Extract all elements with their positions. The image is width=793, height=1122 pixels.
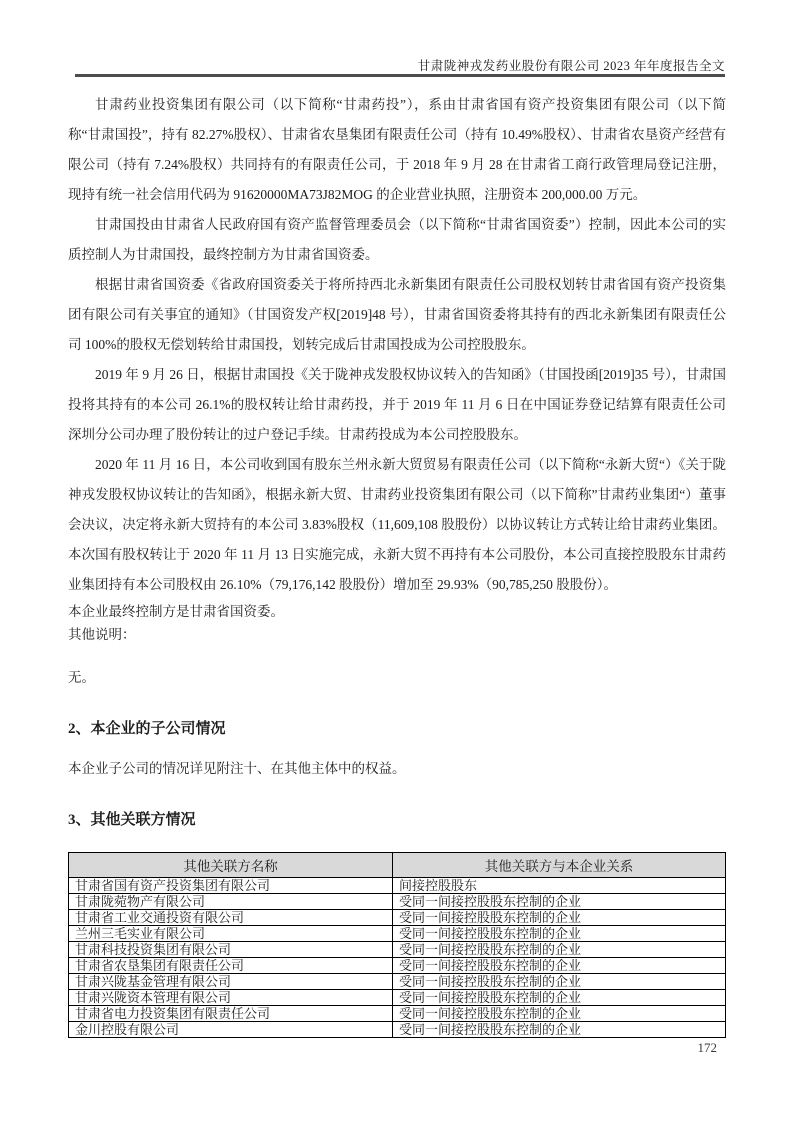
body-paragraph: 2019 年 9 月 26 日，根据甘肃国投《关于陇神戎发股权协议转入的告知函》（甘国投函[2019]35 号），甘肃国投将其持有的本公司 26.1%的股权转让给甘肃药投，并于 2019 年 11 月 6 日在中国证券登记结算有限责任公司深圳分公司办理了股份转让的过户登记手续。甘肃药投成为本公司控股股东。	[68, 367, 726, 442]
report-header-title: 甘肃陇神戎发药业股份有限公司 2023 年年度报告全文	[417, 59, 725, 73]
table-cell: 甘肃兴陇资本管理有限公司	[69, 990, 393, 1006]
table-cell: 间接控股股东	[393, 878, 726, 894]
none-line: 无。	[68, 670, 95, 685]
page-number: 172	[697, 1040, 717, 1055]
section-heading-subsidiaries: 2、本企业的子公司情况	[68, 721, 226, 737]
table-cell: 兰州三毛实业有限公司	[69, 926, 393, 942]
table-row	[69, 1022, 726, 1038]
body-paragraph: 甘肃国投由甘肃省人民政府国有资产监督管理委员会（以下简称“甘肃省国资委”）控制，因此本公司的实质控制人为甘肃国投，最终控制方为甘肃省国资委。	[68, 217, 726, 262]
table-cell: 甘肃兴陇基金管理有限公司	[69, 974, 393, 990]
related-parties-table-head	[69, 853, 726, 878]
table-cell: 受同一间接控股股东控制的企业	[393, 958, 726, 974]
table-row	[69, 910, 726, 926]
related-parties-table-body	[69, 878, 726, 1038]
table-cell: 受同一间接控股股东控制的企业	[393, 910, 726, 926]
document-body	[68, 90, 726, 1038]
table-cell: 受同一间接控股股东控制的企业	[393, 990, 726, 1006]
header-divider	[75, 74, 725, 77]
table-cell: 受同一间接控股股东控制的企业	[393, 974, 726, 990]
table-header-row	[69, 853, 726, 878]
table-cell: 甘肃陇菀物产有限公司	[69, 894, 393, 910]
section-heading-other-related: 3、其他关联方情况	[68, 812, 196, 828]
table-cell: 甘肃省电力投资集团有限责任公司	[69, 1006, 393, 1022]
paragraph-block	[68, 90, 726, 600]
table-header-relation: 其他关联方与本企业关系	[393, 853, 726, 878]
table-row	[69, 942, 726, 958]
final-controller-line: 本企业最终控制方是甘肃省国资委。	[68, 604, 284, 619]
table-cell: 甘肃省国有资产投资集团有限公司	[69, 878, 393, 894]
table-cell: 甘肃省工业交通投资有限公司	[69, 910, 393, 926]
table-cell: 受同一间接控股股东控制的企业	[393, 894, 726, 910]
related-parties-table	[68, 852, 726, 1038]
table-cell: 甘肃省农垦集团有限责任公司	[69, 958, 393, 974]
other-notes-label: 其他说明：	[68, 627, 136, 642]
body-paragraph: 2020 年 11 月 16 日，本公司收到国有股东兰州永新大贸贸易有限责任公司（以下简称“永新大贸“）《关于陇神戎发股权协议转让的告知函》，根据永新大贸、甘肃药业投资集团有限公司（以下简称”甘肃药业集团“）董事会决议，决定将永新大贸持有的本公司 3.83%股权（11,609,108 股股份）以协议转让方式转让给甘肃药业集团。本次国有股权转让于 2020 年 11 月 13 日实施完成，永新大贸不再持有本公司股份，本公司直接控股股东甘肃药业集团持有本公司股权由 26.10%（79,176,142 股股份）增加至 29.93%（90,785,250 股股份）。	[68, 457, 726, 592]
table-row	[69, 990, 726, 1006]
table-cell: 受同一间接控股股东控制的企业	[393, 942, 726, 958]
table-row	[69, 894, 726, 910]
body-paragraph: 甘肃药业投资集团有限公司（以下简称“甘肃药投”），系由甘肃省国有资产投资集团有限公司（以下简称“甘肃国投”，持有 82.27%股权）、甘肃省农垦集团有限责任公司（持有 10.49%股权）、甘肃省农垦资产经营有限公司（持有 7.24%股权）共同持有的有限责任公司，于 2018 年 9 月 28 在甘肃省工商行政管理局登记注册，现持有统一社会信用代码为 91620000MA73J82MOG 的企业营业执照，注册资本 200,000.00 万元。	[68, 97, 726, 202]
table-row	[69, 1006, 726, 1022]
body-paragraph: 根据甘肃省国资委《省政府国资委关于将所持西北永新集团有限责任公司股权划转甘肃省国有资产投资集团有限公司有关事宜的通知》（甘国资发产权[2019]48 号），甘肃省国资委将其持有的西北永新集团有限责任公司 100%的股权无偿划转给甘肃国投，划转完成后甘肃国投成为公司控股股东。	[68, 277, 726, 352]
table-row	[69, 926, 726, 942]
table-cell: 受同一间接控股股东控制的企业	[393, 926, 726, 942]
table-cell: 受同一间接控股股东控制的企业	[393, 1006, 726, 1022]
table-header-name: 其他关联方名称	[69, 853, 393, 878]
table-cell: 金川控股有限公司	[69, 1022, 393, 1038]
subsidiaries-body: 本企业子公司的情况详见附注十、在其他主体中的权益。	[68, 761, 406, 776]
table-cell: 受同一间接控股股东控制的企业	[393, 1022, 726, 1038]
table-cell: 甘肃科技投资集团有限公司	[69, 942, 393, 958]
table-row	[69, 958, 726, 974]
table-row	[69, 974, 726, 990]
table-row	[69, 878, 726, 894]
